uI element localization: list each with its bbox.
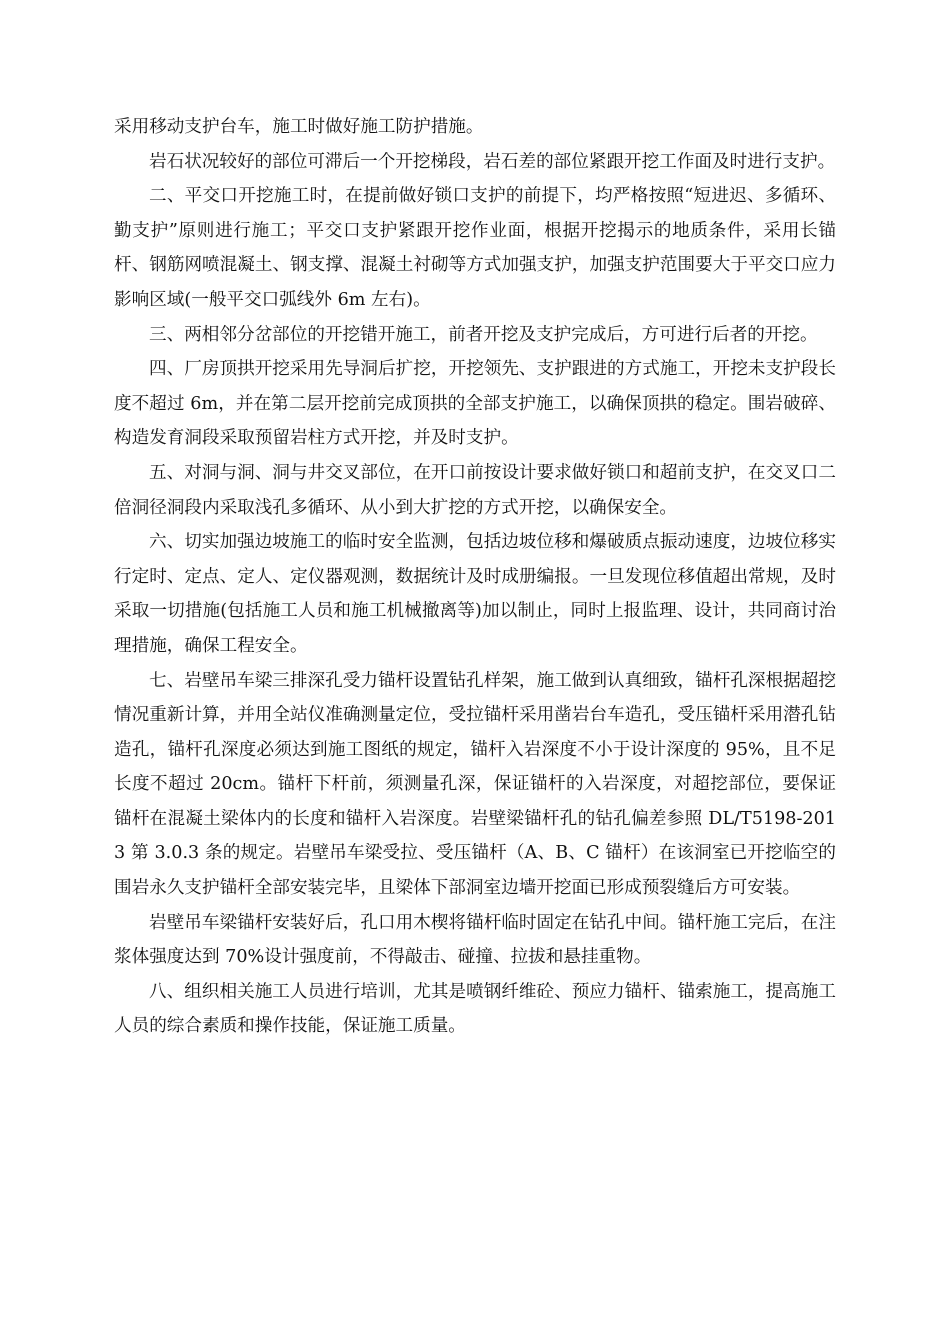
paragraph-9: 岩壁吊车梁锚杆安装好后，孔口用木楔将锚杆临时固定在钻孔中间。锚杆施工完后，在注浆体强度达到 70%设计强度前，不得敲击、碰撞、拉拔和悬挂重物。 [114, 912, 836, 968]
paragraph-2: 岩石状况较好的部位可滞后一个开挖梯段，岩石差的部位紧跟开挖工作面及时进行支护。 [149, 151, 836, 172]
paragraph-3: 二、平交口开挖施工时，在提前做好锁口支护的前提下，均严格按照“短进迟、多循环、勤支护”原则进行施工；平交口支护紧跟开挖作业面，根据开挖揭示的地质条件，采用长锚杆、钢筋网喷混凝土、钢支撑、混凝土衬砌等方式加强支护，加强支护范围要大于平交口应力影响区域(一般平交口弧线外 6m 左右)。 [114, 186, 836, 310]
paragraph-5: 四、厂房顶拱开挖采用先导洞后扩挖，开挖领先、支护跟进的方式施工，开挖未支护段长度不超过 6m，并在第二层开挖前完成顶拱的全部支护施工，以确保顶拱的稳定。围岩破碎、构造发育洞段采取预留岩柱方式开挖，并及时支护。 [114, 359, 836, 449]
paragraph-10: 八、组织相关施工人员进行培训，尤其是喷钢纤维砼、预应力锚杆、锚索施工，提高施工人员的综合素质和操作技能，保证施工质量。 [114, 981, 836, 1037]
document-page [114, 110, 836, 1044]
paragraph-8: 七、岩壁吊车梁三排深孔受力锚杆设置钻孔样架，施工做到认真细致，锚杆孔深根据超挖情况重新计算，并用全站仪准确测量定位，受拉锚杆采用凿岩台车造孔，受压锚杆采用潜孔钻造孔，锚杆孔深度必须达到施工图纸的规定，锚杆入岩深度不小于设计深度的 95%，且不足长度不超过 20cm。锚杆下杆前，须测量孔深，保证锚杆的入岩深度，对超挖部位，要保证锚杆在混凝土梁体内的长度和锚杆入岩深度。岩壁梁锚杆孔的钻孔偏差参照 DL/T5198-2013 第 3.0.3 条的规定。岩壁吊车梁受拉、受压锚杆（A、B、C 锚杆）在该洞室已开挖临空的围岩永久支护锚杆全部安装完毕，且梁体下部洞室边墙开挖面已形成预裂缝后方可安装。 [114, 670, 836, 899]
paragraph-4: 三、两相邻分岔部位的开挖错开施工，前者开挖及支护完成后，方可进行后者的开挖。 [149, 324, 818, 345]
paragraph-1: 采用移动支护台车，施工时做好施工防护措施。 [114, 117, 484, 137]
paragraph-6: 五、对洞与洞、洞与井交叉部位，在开口前按设计要求做好锁口和超前支护，在交叉口二倍洞径洞段内采取浅孔多循环、从小到大扩挖的方式开挖，以确保安全。 [114, 462, 836, 518]
paragraph-7: 六、切实加强边坡施工的临时安全监测，包括边坡位移和爆破质点振动速度，边坡位移实行定时、定点、定人、定仪器观测，数据统计及时成册编报。一旦发现位移值超出常规，及时采取一切措施(包括施工人员和施工机械撤离等)加以制止，同时上报监理、设计，共同商讨治理措施，确保工程安全。 [114, 532, 836, 656]
